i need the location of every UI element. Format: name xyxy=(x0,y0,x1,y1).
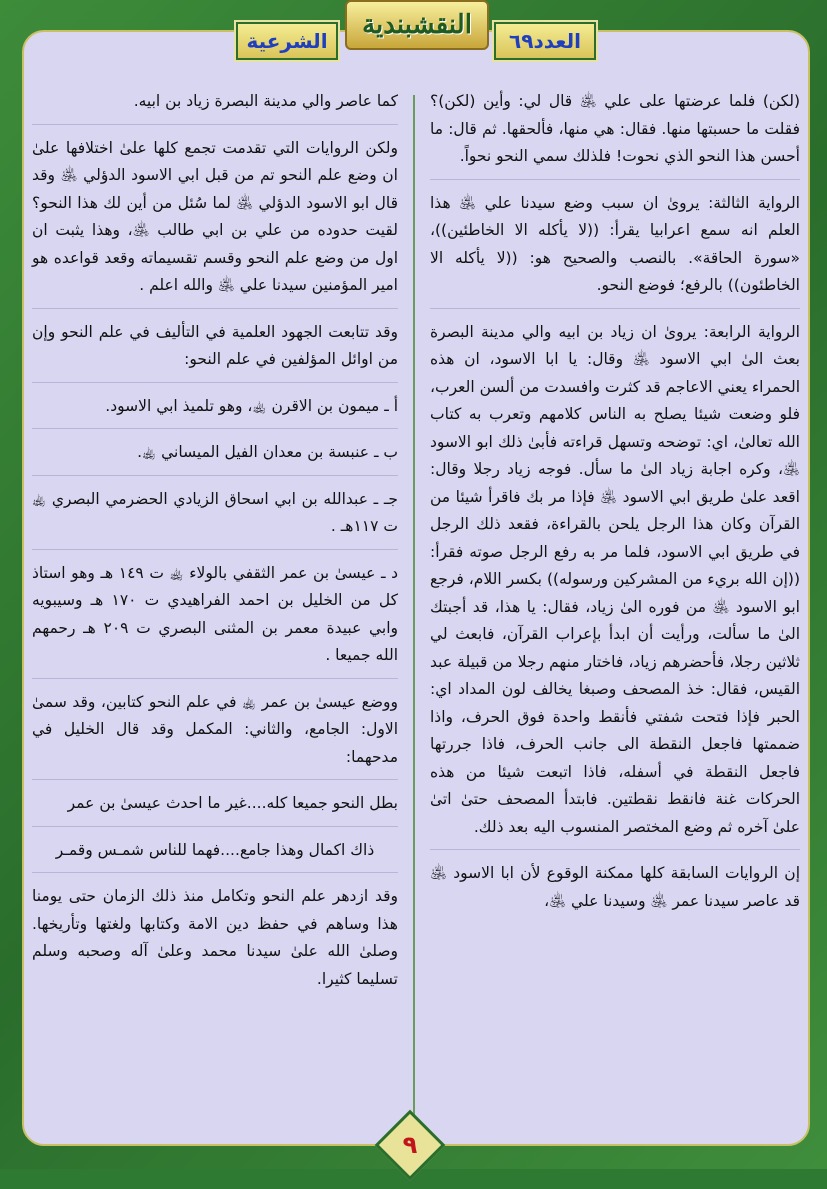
right-column xyxy=(430,88,800,933)
issue-number-badge: العدد٦٩ xyxy=(494,22,596,60)
poem-verse: بطل النحو جميعا كله....غير ما احدث عيسىٰ بن عمر xyxy=(32,790,398,827)
paragraph: (لكن) فلما عرضتها على علي ﵁ قال لي: وأين (لكن)؟ فقلت ما حسبتها منها. فقال: هي منها، فألحقها. ثم قال: ما أحسن هذا النحو الذي نحوت! فلذلك سمي النحو نحواً. xyxy=(430,88,800,180)
magazine-title-logo: النقشبندية xyxy=(345,0,489,50)
page-number: ٩ xyxy=(402,1131,418,1159)
list-item: د ـ عيسىٰ بن عمر الثقفي بالولاء ﵀ ت ١٤٩ هـ وهو استاذ كل من الخليل بن احمد الفراهيدي ت ١٧٠ هـ وسيبويه وابي عبيدة معمر بن المثنى البصري ت ٢٠٩ هـ رحمهم الله جميعا . xyxy=(32,560,398,679)
paragraph: ولكن الروايات التي تقدمت تجمع كلها علىٰ اختلافها علىٰ ان وضع علم النحو تم من قبل ابي الاسود الدؤلي ﵁ وقد قال ابو الاسود الدؤلي ﵁ لما سُئل من أين لك هذا النحو؟ لقيت حدوده من علي بن ابي طالب ﵁، وهذا يثبت ان اول من وضع علم النحو وقسم تقسيماته وقعد قواعده هو امير المؤمنين سيدنا علي ﵁ والله اعلم . xyxy=(32,135,398,309)
list-item: جـ ـ عبدالله بن ابي اسحاق الزيادي الحضرمي البصري ﵀ ت ١١٧هـ . xyxy=(32,486,398,550)
paragraph: ووضع عيسىٰ بن عمر ﵀ في علم النحو كتابين، وقد سمىٰ الاول: الجامع، والثاني: المكمل وقد قال الخليل في مدحهما: xyxy=(32,689,398,781)
section-badge: الشرعية xyxy=(236,22,338,60)
list-item: أ ـ ميمون بن الاقرن ﵀، وهو تلميذ ابي الاسود. xyxy=(32,393,398,430)
list-item: ب ـ عنبسة بن معدان الفيل الميساني ﵀. xyxy=(32,439,398,476)
paragraph: كما عاصر والي مدينة البصرة زياد بن ابيه. xyxy=(32,88,398,125)
paragraph: وقد تتابعت الجهود العلمية في التأليف في علم النحو وإن من اوائل المؤلفين في علم النحو: xyxy=(32,319,398,383)
paragraph: الرواية الثالثة: يروىٰ ان سبب وضع سيدنا علي ﵁ هذا العلم انه سمع اعرابيا يقرأ: ((لا يأكله الا الخاطئين))، «سورة الحاقة». بالنصب والصحيح هو: ((لا يأكله الا الخاطئون)) بالرفع؛ فوضع النحو. xyxy=(430,190,800,309)
left-column xyxy=(32,88,398,1011)
paragraph: الرواية الرابعة: يروىٰ ان زياد بن ابيه والي مدينة البصرة بعث الىٰ ابي الاسود ﵁ وقال: يا ابا الاسود، ان هذه الحمراء يعني الاعاجم قد كثرت وافسدت من ألسن العرب، فلو وضعت شيئا يصلح به الناس كلامهم وتعرب به كتاب الله تعالىٰ، اي: توضحه وتسهل قراءته فأبىٰ ذلك ابو الاسود ﵁، وكره اجابة زياد الىٰ ما سأل. فوجه زياد رجلا وقال: اقعد علىٰ طريق ابي الاسود ﵁ فإذا مر بك فاقرأ شيئا من القرآن وكان هذا الرجل يلحن بالقراءة، فقعد ذلك الرجل في طريق ابي الاسود، فلما مر به رفع الرجل صوته فقرأ: ((إن الله بريء من المشركين ورسوله)) بكسر اللام، فرجع ابو الاسود ﵁ من فوره الىٰ زياد، فقال: يا هذا، قد أجبتك الىٰ ما سألت، ورأيت أن ابدأ بإعراب القرآن، فابعث لي ثلاثين رجلا، فأحضرهم زياد، فاختار منهم رجلا من قبيلة عبد القيس، فقال: خذ المصحف وصبغا يخالف لون المداد اي: الحبر فإذا فتحت شفتي فأنقط واحدة فوق الحرف، واذا ضممتها فاجعل النقطة الى جانب الحرف، فاذا جررتها فاجعل النقطة في أسفله، فاذا اتبعت شيئا من هذه الحركات غنة فانقط نقطتين. فابتدأ المصحف حتىٰ اتىٰ علىٰ آخره ثم وضع المختصر المنسوب اليه بعد ذلك. xyxy=(430,319,800,851)
poem-verse: ذاك اكمال وهذا جامع....فهما للناس شمـس وقمـر xyxy=(32,837,398,874)
column-divider xyxy=(413,95,415,1140)
paragraph: وقد ازدهر علم النحو وتكامل منذ ذلك الزمان حتى يومنا هذا وساهم في حفظ دين الامة وكتابها ولغتها وتأريخها. وصلىٰ الله علىٰ سيدنا محمد وعلىٰ آله وصحبه وسلم تسليما كثيرا. xyxy=(32,887,398,988)
paragraph: إن الروايات السابقة كلها ممكنة الوقوع لأن ابا الاسود ﵁ قد عاصر سيدنا عمر ﵁ وسيدنا علي ﵁، xyxy=(430,864,800,910)
